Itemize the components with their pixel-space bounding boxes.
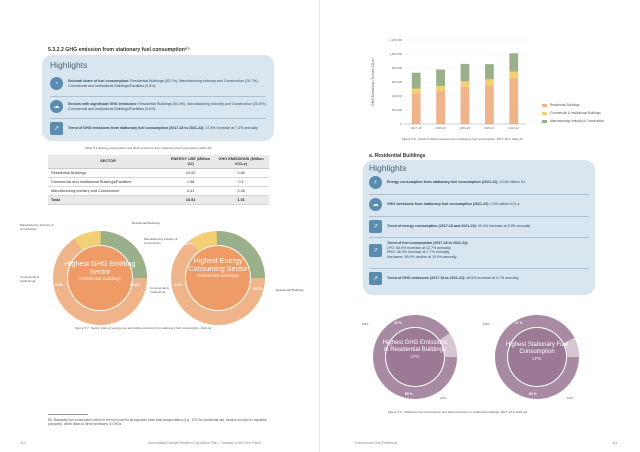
table-cell: 0.1 [213,178,269,187]
co2-cloud-icon: ☁ [369,198,382,211]
legend-label: Commercial & Institutional Buildings [550,111,601,115]
legend-item [542,103,580,107]
pct-residential: 63.7% [253,287,263,291]
table-cell: 0.26 [213,187,269,196]
figure-caption: Figure 5.7 : Sector share in energy use and GHG emissions from stationary fuel consumption, 2021-22 [75,326,212,330]
highlight-text: Residential Buildings (63.7%), Manufacturing Industry and Construction (26.7%), Commercial and Institutional Buildings/Facilities (9.6%) [68,78,259,88]
legend-swatch [542,104,547,107]
highlight-bold: Trend of fuel consumption (2017-18 to 2021-22): [387,241,469,245]
energy-table [48,155,269,205]
bar-segment [412,89,421,94]
highlight-item [50,122,268,135]
table-row [48,178,269,187]
highlight-text: 0.65 million tCO₂e [489,202,520,207]
donut-center-text [504,342,570,362]
bar-segment [461,87,470,124]
bar-segment [509,79,518,125]
sub-heading: a. Residential Buildings [369,153,426,159]
table-cell: Commercial and Institutional Buildings/Facilities [48,178,168,187]
highlights-title: Highlights [369,163,407,173]
donut-center-sub: LPG [532,355,542,361]
highlight-line: PNG: 38.3% increase at 7.7% annually [387,250,450,255]
bar-segment [461,64,470,81]
donut-caption: Figure 5.9 : Stationary fuel consumption and GHG emissions in residential buildings, 2017-18 to 2021-22 [388,410,527,414]
highlight-bold: Trend of GHG emissions (2017-18 to 2021-22): [387,276,466,281]
trend-up-icon: ↗ [369,220,382,233]
table-cell: Residential Buildings [48,169,168,178]
y-axis-label: GHG Emissions (Tonnes CO₂e) [371,58,375,106]
bar-segment [509,72,518,79]
legend-label: Manufacturing Industry & Construction [550,119,605,123]
bar-segment [436,69,445,85]
pct-residential: 64.4% [130,283,140,287]
donut-center-sub: LPG [410,353,420,359]
donut-center-title: Highest GHG Emissions in Residential Buildings [382,340,448,353]
pct-commercial: 9.6% [174,283,182,287]
donut-center-title: Highest Stationary Fuel Consumption [505,342,569,355]
y-tick-label: 600,000 [391,80,402,84]
footnote: 85. Stationary fuel consumption refers to the fuel used for all purposes other than transportation (e.g., LPG for residential use, furnace oil used for industrial purposes), which leads to direct emissions of GHGs [48,418,267,426]
highlight-bold: GHG emissions from stationary fuel consumption (2021-22): [387,202,490,207]
lightning-icon: ⚡ [369,176,382,189]
legend-swatch [542,112,547,115]
pct-png: 15 % [394,321,402,325]
label-residential: Residential Buildings [132,221,160,225]
highlight-text: Residential Buildings (64.4%), Manufacturing Industry and Construction (25.8%), Commercial and Institutional Buildings/Facilities (9.6%) [68,101,267,111]
highlight-item [369,272,591,285]
label-residential: Residential Buildings [276,288,304,292]
table-cell: Manufacturing Industry and Construction [48,187,168,196]
y-tick-label: 1,000,000 [389,52,402,56]
right-page [320,0,640,452]
legend-item [542,119,604,123]
donut-center-text [60,260,140,282]
highlight-text: 49.4% increase at 9.9% annually [476,224,531,229]
highlight-item [369,220,591,233]
page-number: 111 [612,441,618,445]
table-cell: 1.58 [168,178,213,187]
pie-chart-icon: ◔ [50,77,63,90]
x-tick-label: 2019-20 [459,126,471,130]
bar-segment [436,91,445,124]
factory-cloud-icon: ☁ [50,100,63,113]
page-number: 110 [20,441,26,445]
y-tick-label: 800,000 [391,66,402,70]
legend-item [542,111,601,115]
donut-center-sub: Residential Buildings [79,276,121,281]
footnote-rule [48,414,88,415]
y-tick-label: 200,000 [391,108,402,112]
donut-center-text [382,340,448,360]
highlight-text: 48.6% increase at 9.7% annually [465,276,519,281]
label-commercial: Commercial & Institutional [20,275,39,283]
footer-text: /Greenhouse Gas Emissions [354,441,398,445]
label-png: PNG [483,322,490,326]
pct-lpg: 83 % [529,392,537,396]
highlight-bold: Trend of GHG emissions from stationary fuel consumption (2017-18 to 2021-22): [68,126,205,131]
trend-up-icon: ↗ [50,122,63,135]
table-cell: 4.41 [168,187,213,196]
highlight-item [50,77,268,90]
divider [369,268,589,269]
highlight-text: 37.8% increase at 7.4% annually [204,126,258,131]
label-commercial: Commercial & Institutional [150,286,169,294]
label-png: PNG [362,322,369,326]
bar-segment [412,93,421,124]
donut-center-title: Highest GHG Emitting Sector [64,259,136,276]
table-caption: Table 5.4: Energy consumption and GHG emissions from stationary fuel consumption (2021-22) [85,146,212,150]
table-total-row [48,196,269,205]
highlight-line: Kerosene: 99.9% decline at 19.9% annually [387,254,457,259]
trend-up-icon: ↗ [369,272,382,285]
highlights-title: Highlights [50,60,88,70]
table-cell: 0.65 [213,169,269,178]
highlight-item [369,198,591,211]
donut-center-sub: Residential Buildings [197,273,239,278]
divider [369,237,589,238]
pct-png: 17 % [515,321,523,325]
pct-lpg: 85 % [405,392,413,396]
label-manufacturing: Manufacturing Industry & Construction [20,223,54,231]
divider [369,194,589,195]
bar-segment [461,81,470,87]
table-row [48,187,269,196]
x-tick-label: 2021-22 [508,126,519,130]
highlight-line: LPG: 63.6% increase at 12.7% annually [387,245,451,250]
legend-label: Residential Buildings [550,103,580,107]
highlight-item [50,100,268,113]
bar-chart-caption: Figure 5.8 : Trend of GHG emissions from stationary fuel consumption, 2017-18 to 2021-22 [402,137,523,141]
highlights-box [42,55,274,141]
pct-commercial: 9.6% [55,283,63,287]
trend-up-icon: ↗ [369,244,382,257]
table-cell: Total [48,196,168,205]
highlight-bold: Sectors with significant GHG emissions: [68,101,138,106]
table-cell: 10.52 [168,169,213,178]
table-header: GHG EMISSIONS (Million tCO₂e) [213,155,269,169]
bar-segment [485,79,494,85]
highlight-text: 10.52 million GJ [498,180,526,185]
label-lpg: LPG [567,396,574,400]
x-tick-label: 2018-19 [435,126,446,130]
y-tick-label: 400,000 [391,94,402,98]
divider [50,96,266,97]
bar-segment [509,53,518,71]
label-lpg: LPG [440,396,447,400]
x-tick-label: 2017-18 [411,126,422,130]
divider [50,118,266,119]
divider [369,216,589,217]
table-header: SECTOR [48,155,168,169]
section-title: 5.3.2.2 GHG emission from stationary fuel consumption⁸⁵ [48,47,190,53]
pct-manufacturing: 26.7% [184,242,194,246]
table-cell: 16.51 [168,196,213,205]
highlight-bold: Trend of energy consumption (2017-18 and 2021-22): [387,224,477,229]
pct-manufacturing: 25.8% [60,241,70,245]
y-tick-label: 0 [400,122,402,126]
footer-text: Ahmedabad Climate Resilient City Action Plan – Towards a Net Zero Future [148,441,262,445]
bar-segment [485,85,494,124]
x-tick-label: 2020-21 [484,126,495,130]
donut-center-title: Highest Energy Consuming Sector [188,256,248,273]
legend-swatch [542,120,547,123]
donut-center-text [178,257,258,279]
highlight-bold: Energy consumption from stationary fuel consumption (2021-22): [387,180,499,185]
bar-segment [436,86,445,91]
bar-segment [485,64,494,79]
highlights-box [363,160,595,295]
highlight-item [369,176,591,189]
table-row [48,169,269,178]
label-manufacturing: Manufacturing Industry & Construction [144,237,178,245]
table-header: ENERGY USE (Million GJ) [168,155,213,169]
highlight-bold: Sectoral share of fuel consumption: [68,78,130,83]
highlight-item [369,241,591,259]
bar-segment [412,73,421,89]
table-cell: 1.01 [213,196,269,205]
y-tick-label: 1,200,000 [389,38,402,42]
